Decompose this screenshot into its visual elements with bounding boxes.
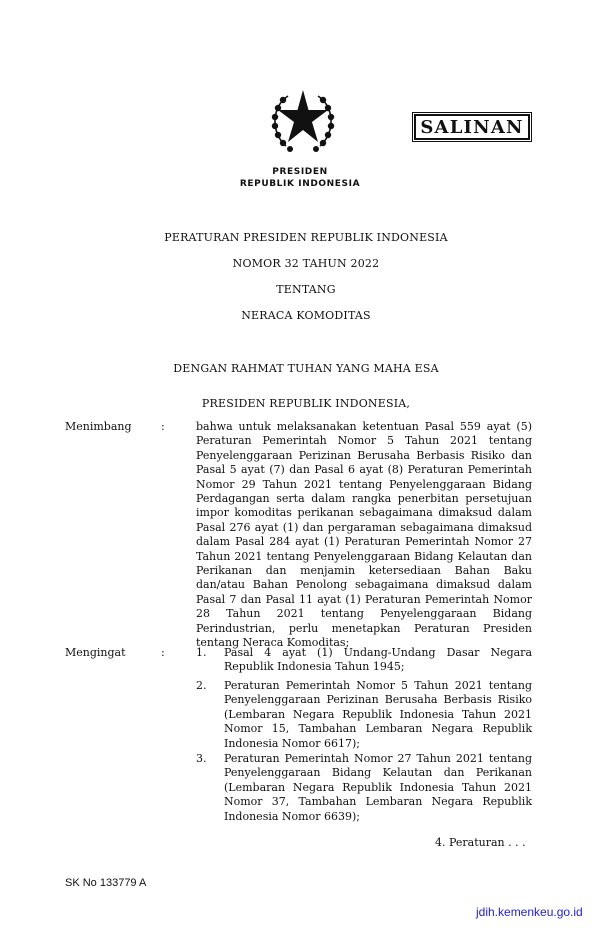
header-president: PRESIDEN bbox=[272, 167, 328, 177]
mengingat-item-number: 1. bbox=[196, 646, 207, 659]
mengingat-item-number: 3. bbox=[196, 752, 207, 765]
mengingat-label: Mengingat bbox=[65, 646, 126, 659]
regulation-about: TENTANG bbox=[276, 283, 336, 296]
mengingat-item-number: 2. bbox=[196, 679, 207, 692]
continuation-marker: 4. Peraturan . . . bbox=[435, 836, 526, 849]
salinan-stamp: SALINAN bbox=[414, 114, 530, 140]
menimbang-label: Menimbang bbox=[65, 420, 132, 433]
menimbang-text: bahwa untuk melaksanakan ketentuan Pasal 559 ayat (5) Peraturan Pemerintah Nomor 5 Tahun 2021 tentang Penyelenggaraan Perizinan Berusaha Berbasis Risiko dan Pasal 5 ayat (7) dan Pasal 6 ayat (8) Peraturan Pemerintah Nomor 29 Tahun 2021 tentang Penyelenggaraan Bidang Perdagangan serta dalam rangka penerbitan persetujuan impor komoditas perikanan sebagaimana dimaksud dalam Pasal 276 ayat (1) dan pergaraman sebagaimana dimaksud dalam Pasal 284 ayat (1) Peraturan Pemerintah Nomor 27 Tahun 2021 tentang Penyelenggaraan Bidang Kelautan dan Perikanan dan menjamin ketersediaan Bahan Baku dan/atau Bahan Penolong sebagaimana dimaksud dalam Pasal 7 dan Pasal 11 ayat (1) Peraturan Pemerintah Nomor 28 Tahun 2021 tentang Penyelenggaraan Bidang Perindustrian, perlu menetapkan Peraturan Presiden tentang Neraca Komoditas; bbox=[196, 420, 532, 650]
mengingat-item: Pasal 4 ayat (1) Undang-Undang Dasar Negara Republik Indonesia Tahun 1945; bbox=[224, 646, 532, 674]
regulation-number: NOMOR 32 TAHUN 2022 bbox=[232, 257, 380, 270]
preamble-blessing: DENGAN RAHMAT TUHAN YANG MAHA ESA bbox=[173, 362, 439, 375]
menimbang-colon: : bbox=[161, 420, 165, 433]
garuda-emblem-icon bbox=[268, 84, 338, 156]
regulation-title: PERATURAN PRESIDEN REPUBLIK INDONESIA bbox=[164, 231, 448, 244]
source-watermark[interactable]: jdih.kemenkeu.go.id bbox=[476, 905, 583, 919]
sk-number: SK No 133779 A bbox=[65, 877, 147, 889]
preamble-president: PRESIDEN REPUBLIK INDONESIA, bbox=[201, 397, 411, 410]
mengingat-item: Peraturan Pemerintah Nomor 27 Tahun 2021 tentang Penyelenggaraan Bidang Kelautan dan Perikanan (Lembaran Negara Republik Indonesia Tahun 2021 Nomor 37, Tambahan Lembaran Negara Republik Indonesia Nomor 6639); bbox=[224, 752, 532, 823]
header-republic: REPUBLIK INDONESIA bbox=[239, 179, 361, 189]
mengingat-item: Peraturan Pemerintah Nomor 5 Tahun 2021 tentang Penyelenggaraan Perizinan Berusaha Berbasis Risiko (Lembaran Negara Republik Indonesia Tahun 2021 Nomor 15, Tambahan Lembaran Negara Republik Indonesia Nomor 6617); bbox=[224, 679, 532, 750]
regulation-subject: NERACA KOMODITAS bbox=[241, 309, 371, 322]
mengingat-colon: : bbox=[161, 646, 165, 659]
